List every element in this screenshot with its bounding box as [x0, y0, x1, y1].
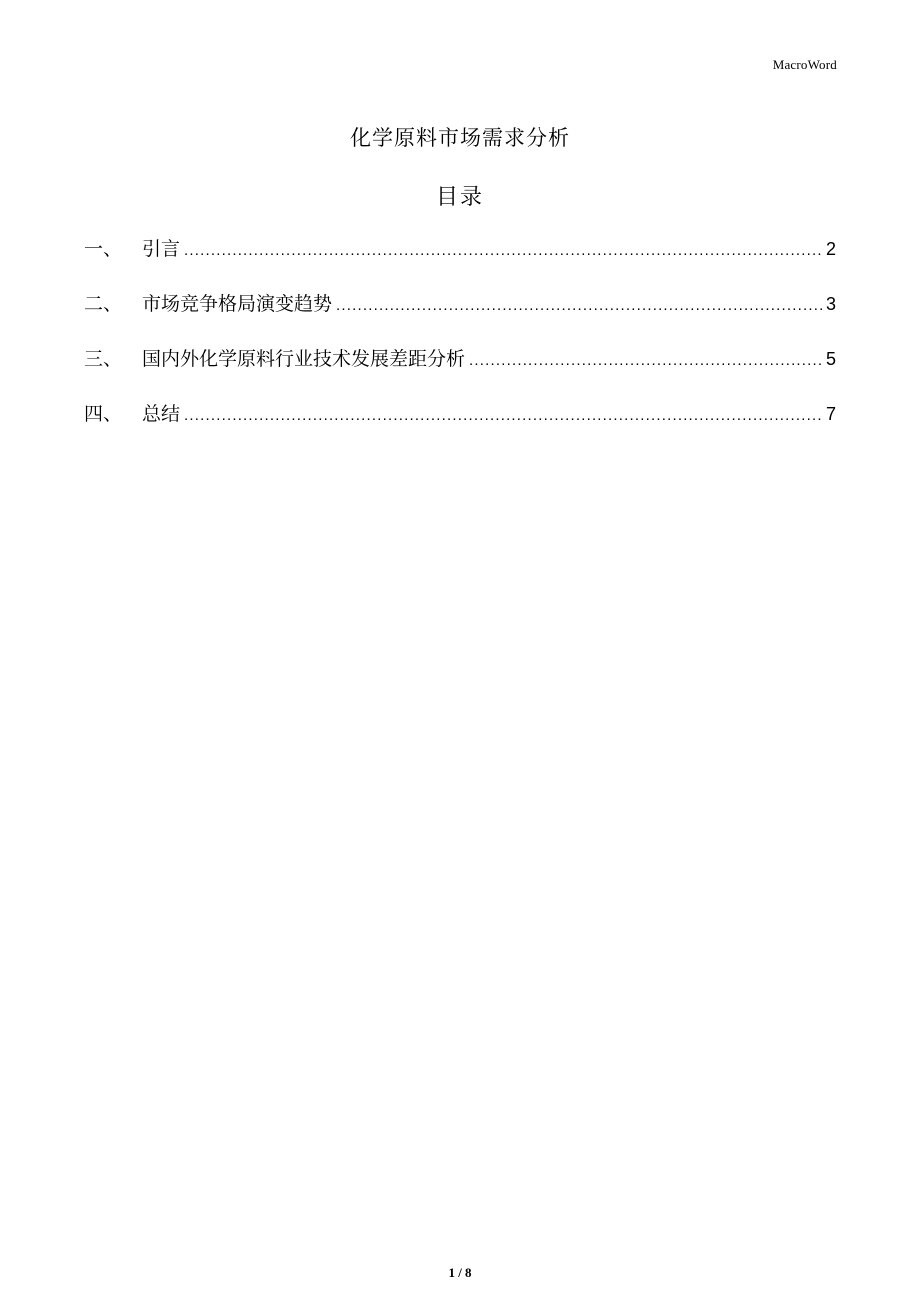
toc-entry-label[interactable]: 市场竞争格局演变趋势 — [142, 293, 333, 315]
toc-entry-page[interactable]: 3 — [825, 294, 836, 314]
toc-dot-leader — [469, 352, 824, 369]
toc-dot-leader — [336, 297, 824, 314]
toc-entry-number: 二、 — [84, 293, 123, 315]
page-number-footer: 1 / 8 — [448, 1265, 472, 1280]
toc-entry-summary[interactable] — [84, 399, 836, 454]
toc-dot-leader — [184, 242, 824, 259]
toc-entry-technology-gap[interactable] — [84, 344, 836, 399]
toc-entry-competition[interactable] — [84, 289, 836, 344]
toc-heading: 目录 — [435, 185, 484, 210]
toc-entry-page[interactable]: 2 — [825, 239, 836, 259]
toc-entry-number: 四、 — [84, 403, 123, 425]
document-title: 化学原料市场需求分析 — [350, 126, 570, 150]
toc-entry-page[interactable]: 5 — [825, 349, 836, 369]
toc-entry-number: 一、 — [84, 238, 123, 260]
toc-entry-label[interactable]: 总结 — [142, 403, 181, 425]
toc-entry-introduction[interactable] — [84, 234, 836, 289]
toc-dot-leader — [184, 407, 824, 424]
toc-entry-page[interactable]: 7 — [825, 404, 836, 424]
page-header: MacroWord — [772, 57, 837, 72]
toc-entry-label[interactable]: 引言 — [142, 238, 181, 260]
toc-entry-label[interactable]: 国内外化学原料行业技术发展差距分析 — [142, 348, 466, 370]
table-of-contents — [84, 234, 836, 454]
toc-entry-number: 三、 — [84, 348, 123, 370]
